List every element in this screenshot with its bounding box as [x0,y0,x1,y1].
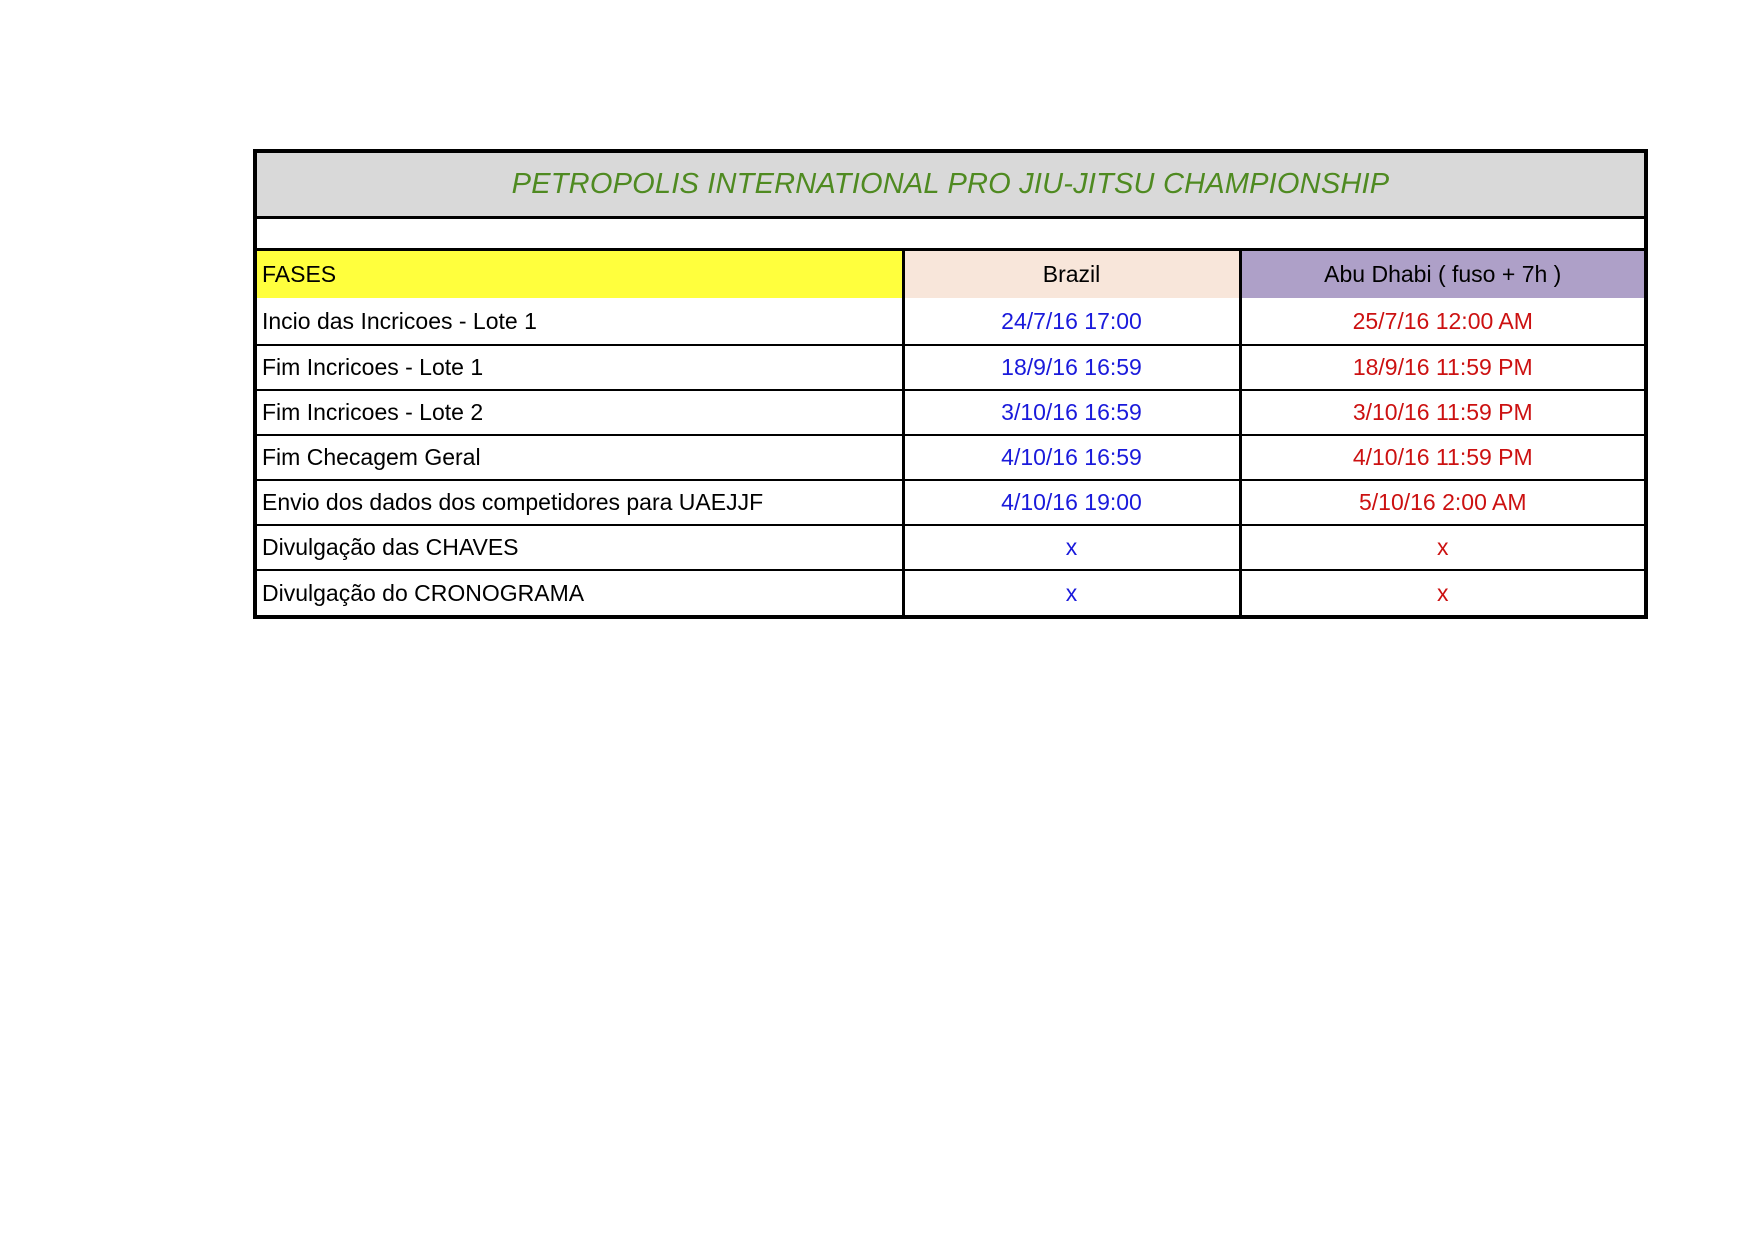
abu-dhabi-time-cell: 3/10/16 11:59 PM [1240,390,1644,435]
schedule-table [257,251,1644,615]
phase-cell: Envio dos dados dos competidores para UAEJJF [257,480,903,525]
phase-cell: Divulgação das CHAVES [257,525,903,570]
table-row [257,298,1644,345]
phase-cell: Divulgação do CRONOGRAMA [257,570,903,615]
table-row [257,570,1644,615]
abu-dhabi-time-cell: x [1240,570,1644,615]
table-row [257,390,1644,435]
table-row [257,480,1644,525]
brazil-time-cell: x [903,525,1240,570]
brazil-time-cell: x [903,570,1240,615]
table-row [257,345,1644,390]
table-row [257,435,1644,480]
header-abu-dhabi: Abu Dhabi ( fuso + 7h ) [1240,251,1644,298]
phase-cell: Fim Checagem Geral [257,435,903,480]
brazil-time-cell: 4/10/16 19:00 [903,480,1240,525]
abu-dhabi-time-cell: 4/10/16 11:59 PM [1240,435,1644,480]
blank-row [257,219,1644,251]
header-brazil: Brazil [903,251,1240,298]
brazil-time-cell: 3/10/16 16:59 [903,390,1240,435]
phase-cell: Fim Incricoes - Lote 1 [257,345,903,390]
title-row [257,153,1644,219]
brazil-time-cell: 24/7/16 17:00 [903,298,1240,345]
abu-dhabi-time-cell: 5/10/16 2:00 AM [1240,480,1644,525]
schedule-sheet [253,149,1648,619]
page-title: PETROPOLIS INTERNATIONAL PRO JIU-JITSU CHAMPIONSHIP [511,168,1390,200]
abu-dhabi-time-cell: 18/9/16 11:59 PM [1240,345,1644,390]
header-phases: FASES [257,251,903,298]
abu-dhabi-time-cell: 25/7/16 12:00 AM [1352,307,1533,334]
brazil-time-cell: 18/9/16 16:59 [903,345,1240,390]
phase-cell: Fim Incricoes - Lote 2 [257,390,903,435]
table-row [257,525,1644,570]
abu-dhabi-time-cell: x [1240,525,1644,570]
brazil-time-cell: 4/10/16 16:59 [903,435,1240,480]
phase-cell: Incio das Incricoes - Lote 1 [257,298,903,345]
header-row [257,251,1644,298]
